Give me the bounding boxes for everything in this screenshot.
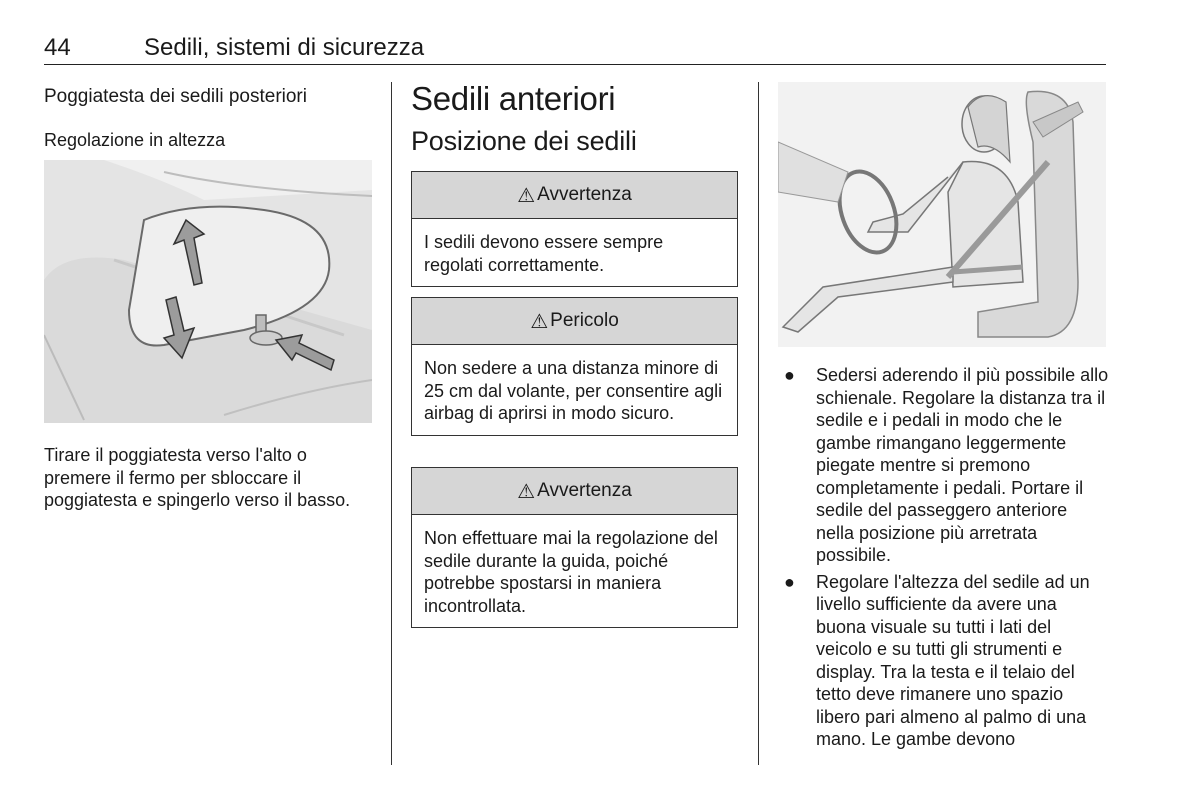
- headrest-illustration: [44, 160, 372, 423]
- section-heading: Posizione dei sedili: [411, 126, 637, 156]
- danger-header: [412, 298, 737, 345]
- column-divider: [391, 82, 392, 765]
- danger-text: Non sedere a una distanza minore di 25 cm dal volante, per consentire agli airbag di aprirsi in modo sicuro.: [424, 358, 723, 423]
- danger-box: [411, 297, 738, 436]
- subsection-heading: Regolazione in altezza: [44, 130, 226, 150]
- left-column: [44, 86, 374, 510]
- driver-seat-illustration: [778, 82, 1106, 347]
- right-column: [780, 364, 1110, 755]
- warning-header: [412, 172, 737, 219]
- section-heading: Poggiatesta dei sedili posteriori: [44, 86, 307, 107]
- bullet-icon: ●: [784, 365, 795, 385]
- warning-header: [412, 468, 737, 515]
- warning-text: I sedili devono essere sempre regolati correttamente.: [424, 232, 664, 275]
- warning-box: [411, 171, 738, 287]
- list-item-text: Sedersi aderendo il più possibile allo schienale. Regolare la distanza tra il sedile e i pedali in modo che le gambe rimangano leggermente piegate mentre si premono completamente i pedali. Portare il sedile del passeggero anteriore nella posizione più arretrata possibile.: [816, 365, 1109, 565]
- warning-triangle-icon: ⚠: [530, 310, 549, 333]
- warning-title: Avvertenza: [537, 480, 632, 501]
- column-divider: [758, 82, 759, 765]
- warning-box: [411, 467, 738, 628]
- danger-title: Pericolo: [550, 310, 619, 331]
- bullet-icon: ●: [784, 571, 795, 592]
- page-header: [44, 34, 1106, 65]
- warning-triangle-icon: ⚠: [517, 480, 536, 503]
- instruction-text: Tirare il poggiatesta verso l'alto o premere il fermo per sbloccare il poggiatesta e spingerlo verso il basso.: [44, 445, 351, 510]
- warning-text: Non effettuare mai la regolazione del sedile durante la guida, poiché potrebbe spostarsi in maniera incontrollata.: [424, 528, 718, 616]
- instruction-list: [780, 364, 1110, 751]
- warning-triangle-icon: ⚠: [517, 184, 536, 207]
- page-title: Sedili anteriori: [411, 80, 616, 117]
- middle-column: [411, 80, 739, 157]
- list-item-text: Regolare l'altezza del sedile ad un livello sufficiente da avere una buona visuale su tutti i lati del veicolo e su tutti gli strumenti e display. Tra la testa e il telaio del tetto deve rimanere uno spazio libero pari almeno al palmo di una mano. Le gambe devono: [816, 571, 1090, 749]
- list-item: [780, 571, 1110, 751]
- warning-title: Avvertenza: [537, 184, 632, 205]
- page-number: 44: [44, 34, 71, 61]
- list-item: [780, 364, 1110, 567]
- chapter-title: Sedili, sistemi di sicurezza: [144, 34, 425, 61]
